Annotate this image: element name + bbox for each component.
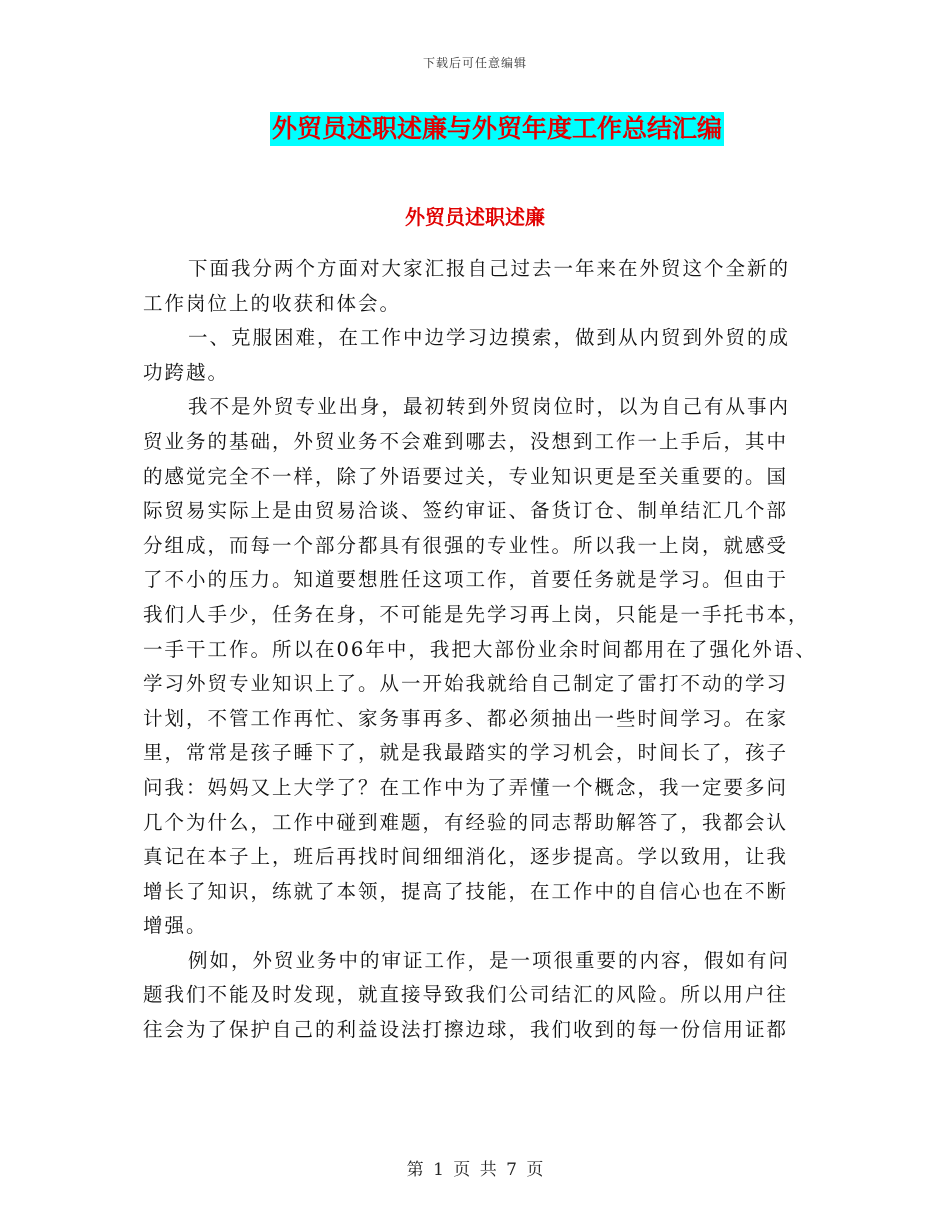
document-title: 外贸员述职述廉与外贸年度工作总结汇编 — [270, 112, 724, 146]
text-line: 往会为了保护自己的利益设法打擦边球，我们收到的每一份信用证都 — [143, 1018, 789, 1042]
text-line: 增强。 — [143, 914, 208, 938]
text-line: 真记在本子上，班后再找时间细细消化，逐步提高。学以致用，让我 — [143, 845, 789, 869]
text-line: 下面我分两个方面对大家汇报自己过去一年来在外贸这个全新的 — [188, 257, 791, 280]
text-line: 工作岗位上的收获和体会。 — [143, 291, 402, 315]
text-line: 际贸易实际上是由贸易洽谈、签约审证、备货订仓、制单结汇几个部 — [143, 499, 789, 523]
text-line: 的感觉完全不一样，除了外语要过关，专业知识更是至关重要的。国 — [143, 464, 789, 488]
text-line: 增长了知识，练就了本领，提高了技能，在工作中的自信心也在不断 — [143, 879, 789, 903]
text-line: 例如，外贸业务中的审证工作，是一项很重要的内容，假如有问 — [188, 948, 791, 972]
text-line: 功跨越。 — [143, 360, 230, 384]
text-line: 了不小的压力。知道要想胜任这项工作，首要任务就是学习。但由于 — [143, 568, 789, 592]
section-title: 外贸员述职述廉 — [405, 205, 545, 229]
main-title-container — [0, 112, 950, 146]
header-note: 下载后可任意编辑 — [422, 56, 527, 70]
text-line: 我们人手少，任务在身，不可能是先学习再上岗，只能是一手托书本， — [143, 602, 810, 626]
document-body — [143, 252, 817, 1048]
text-line: 里，常常是孩子睡下了，就是我最踏实的学习机会，时间长了，孩子 — [143, 741, 789, 765]
text-line: 题我们不能及时发现，就直接导致我们公司结汇的风险。所以用户往 — [143, 983, 789, 1007]
text-line: 一手干工作。所以在06年中，我把大部份业余时间都用在了强化外语、 — [143, 637, 817, 661]
page-footer: 第 1 页 共 7 页 — [406, 1160, 544, 1180]
text-line: 学习外贸专业知识上了。从一开始我就给自己制定了雷打不动的学习 — [143, 672, 789, 696]
text-line: 贸业务的基础，外贸业务不会难到哪去，没想到工作一上手后，其中 — [143, 429, 789, 453]
text-line: 几个为什么，工作中碰到难题，有经验的同志帮助解答了，我都会认 — [143, 810, 789, 834]
text-line: 问我：妈妈又上大学了？在工作中为了弄懂一个概念，我一定要多问 — [143, 775, 789, 799]
text-line: 计划，不管工作再忙、家务事再多、都必须抽出一些时间学习。在家 — [143, 706, 789, 730]
text-line: 我不是外贸专业出身，最初转到外贸岗位时，以为自己有从事内 — [188, 395, 791, 419]
text-line: 一、克服困难，在工作中边学习边摸索，做到从内贸到外贸的成 — [188, 326, 791, 350]
text-line: 分组成，而每一个部分都具有很强的专业性。所以我一上岗，就感受 — [143, 533, 789, 557]
